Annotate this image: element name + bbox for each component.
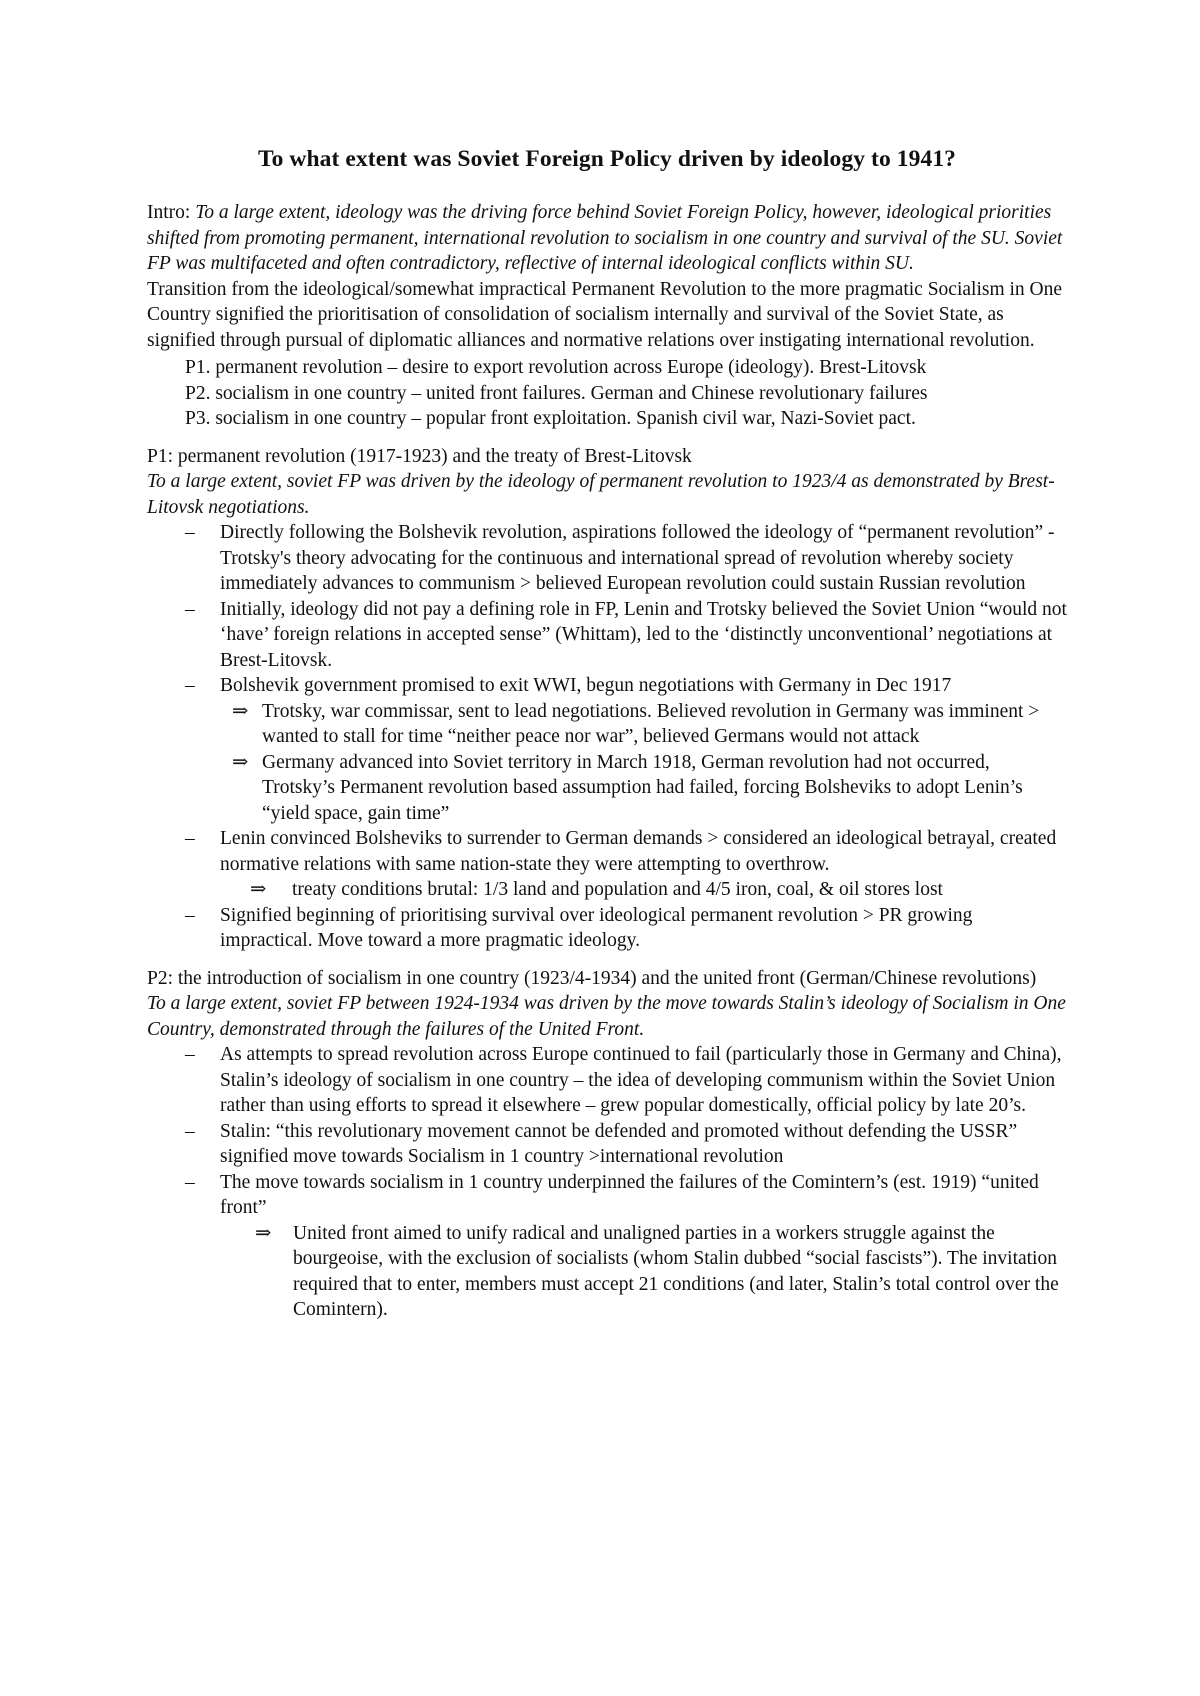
document-title: To what extent was Soviet Foreign Policy driven by ideology to 1941? — [257, 146, 957, 172]
dash-marker: – — [185, 1171, 195, 1193]
dash-marker: – — [185, 522, 195, 543]
p1-sub-bullet: ⇒ Germany advanced into Soviet territory in March 1918, German revolution had not occurred, Trotsky’s Permanent revolution based assumption had failed, forcing Bolsheviks to adopt Lenin’s “yield space, gain time” — [232, 751, 1023, 824]
p1-bullet: – Directly following the Bolshevik revolution, aspirations followed the ideology of “permanent revolution” - Trotsky's theory advocating for the continuous and international spread of revolution whereby society immediately advances to communism > believed European revolution could sustain Russian revolution — [185, 522, 1055, 594]
intro-thesis: To a large extent, ideology was the driving force behind Soviet Foreign Policy, however, ideological priorities shifted from promoting permanent, international revolution to socialism in one country and survival of the SU. Soviet FP was multifaceted and often contradictory, reflective of internal ideological conflicts within SU. — [147, 202, 1063, 274]
p2-thesis: To a large extent, soviet FP between 1924-1934 was driven by the move towards Stalin’s ideology of Socialism in One Country, demonstrated through the failures of the United Front. — [147, 993, 1066, 1040]
dash-marker: – — [185, 1044, 195, 1065]
paragraph-plan — [185, 355, 1067, 432]
plan-item-p3: P3. socialism in one country – popular front exploitation. Spanish civil war, Nazi-Soviet pact. — [185, 408, 916, 429]
arrow-icon: ⇒ — [255, 1222, 272, 1244]
intro-transition: Transition from the ideological/somewhat impractical Permanent Revolution to the more pragmatic Socialism in One Country signified the prioritisation of consolidation of socialism internally and survival of the Soviet State, as signified through pursual of diplomatic alliances and normative relations over instigating international revolution. — [147, 278, 1063, 351]
dash-marker: – — [185, 675, 195, 696]
document-page — [147, 144, 1067, 1323]
p1-bullet: – Signified beginning of prioritising survival over ideological permanent revolution > PR growing impractical. Move toward a more pragmatic ideology. — [185, 904, 973, 951]
plan-item-p2: P2. socialism in one country – united front failures. German and Chinese revolutionary failures — [185, 382, 928, 404]
p1-bullet: – Lenin convinced Bolsheviks to surrender to German demands > considered an ideological betrayal, created normative relations with same nation-state they were attempting to overthrow. — [185, 828, 1057, 875]
plan-item-p1: P1. permanent revolution – desire to export revolution across Europe (ideology). Brest-Litovsk — [185, 357, 927, 378]
dash-marker: – — [185, 598, 195, 620]
dash-marker: – — [185, 828, 195, 849]
p2-heading: P2: the introduction of socialism in one country (1923/4-1934) and the united front (German/Chinese revolutions) — [147, 967, 1037, 989]
arrow-icon: ⇒ — [250, 879, 267, 900]
p1-thesis: To a large extent, soviet FP was driven by the ideology of permanent revolution to 1923/4 as demonstrated by Brest-Litovsk negotiations. — [147, 471, 1055, 518]
p1-sub-bullet: ⇒ Trotsky, war commissar, sent to lead negotiations. Believed revolution in Germany was imminent > wanted to stall for time “neither peace nor war”, believed Germans would not attack — [232, 700, 1040, 747]
p1-bullet: – Initially, ideology did not pay a defining role in FP, Lenin and Trotsky believed the Soviet Union “would not ‘have’ foreign relations in accepted sense” (Whittam), led to the ‘distinctly unconventional’ negotiations at Brest-Litovsk. — [185, 598, 1067, 671]
dash-marker: – — [185, 1120, 195, 1142]
p2-sub-bullet: ⇒ United front aimed to unify radical and unaligned parties in a workers struggle against the bourgeoise, with the exclusion of socialists (whom Stalin dubbed “social fascists”). The invitation required that to enter, members must accept 21 conditions (and later, Stalin’s total control over the Comintern). — [255, 1222, 1059, 1320]
intro-paragraph — [147, 200, 1067, 277]
p2-bullet: – As attempts to spread revolution across Europe continued to fail (particularly those in Germany and China), Stalin’s ideology of socialism in one country – the idea of developing communism within the Soviet Union rather than using efforts to spread it elsewhere – grew popular domestically, official policy by late 20’s. — [185, 1044, 1062, 1116]
arrow-icon: ⇒ — [232, 751, 249, 773]
arrow-icon: ⇒ — [232, 700, 249, 722]
dash-marker: – — [185, 904, 195, 926]
intro-label: Intro: — [147, 202, 196, 223]
p1-heading: P1: permanent revolution (1917-1923) and the treaty of Brest-Litovsk — [147, 445, 692, 467]
p2-bullet: – The move towards socialism in 1 country underpinned the failures of the Comintern’s (est. 1919) “united front” — [185, 1171, 1039, 1218]
p1-sub-bullet: ⇒ treaty conditions brutal: 1/3 land and population and 4/5 iron, coal, & oil stores lost — [147, 877, 1067, 903]
p2-bullet: – Stalin: “this revolutionary movement cannot be defended and promoted without defending the USSR” signified move towards Socialism in 1 country >international revolution — [185, 1120, 1018, 1167]
p1-bullet: – Bolshevik government promised to exit WWI, begun negotiations with Germany in Dec 1917 — [147, 673, 1067, 699]
